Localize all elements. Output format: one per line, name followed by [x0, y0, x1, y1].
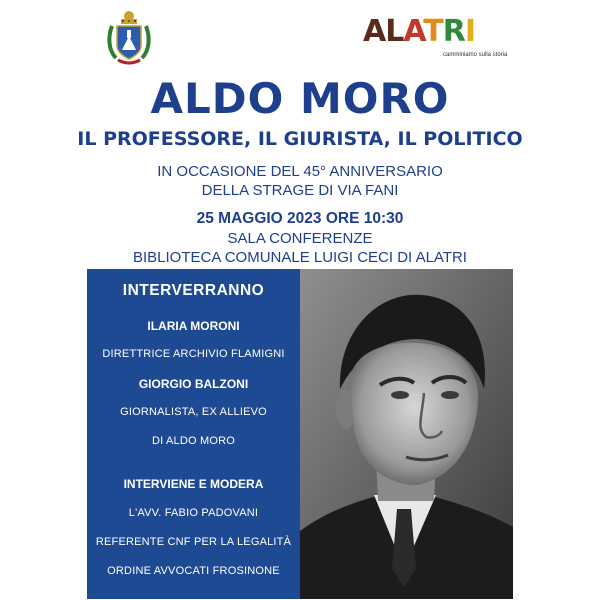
alatri-logo — [363, 14, 508, 64]
speakers-heading: INTERVERRANNO — [122, 282, 265, 299]
page-subtitle: IL PROFESSORE, IL GIURISTA, IL POLITICO — [77, 128, 523, 150]
speaker-name: GIORGIO BALZONI — [138, 377, 249, 391]
speakers-panel — [87, 269, 300, 599]
logo-part: T — [423, 14, 443, 49]
venue-line: BIBLIOTECA COMUNALE LUIGI CECI DI ALATRI — [133, 249, 467, 266]
speaker-name: ILARIA MORONI — [147, 319, 240, 333]
logo-part: I — [464, 14, 475, 49]
page-title: ALDO MORO — [150, 74, 450, 123]
moderator-name: L'AVV. FABIO PADOVANI — [128, 507, 259, 519]
event-date: 25 MAGGIO 2023 ORE 10:30 — [196, 210, 404, 227]
event-venue — [0, 229, 600, 267]
logo-wordmark — [363, 14, 475, 50]
moderator-heading: INTERVIENE E MODERA — [123, 477, 264, 491]
occasion-line: IN OCCASIONE DEL 45° ANNIVERSARIO — [157, 163, 443, 180]
logo-part: R — [442, 14, 465, 49]
speaker-role: DI ALDO MORO — [151, 435, 236, 447]
speaker-role: DIRETTRICE ARCHIVIO FLAMIGNI — [102, 348, 285, 360]
logo-tagline: camminiamo sulla storia — [443, 52, 508, 58]
logo-part: A — [403, 14, 424, 49]
occasion-line: DELLA STRAGE DI VIA FANI — [201, 182, 399, 199]
speaker-role: GIORNALISTA, EX ALLIEVO — [120, 406, 267, 418]
portrait-photo — [300, 269, 513, 599]
moderator-role: ORDINE AVVOCATI FROSINONE — [107, 565, 280, 577]
moderator-role: REFERENTE CNF PER LA LEGALITÀ — [95, 536, 292, 548]
occasion-text — [0, 162, 600, 200]
logo-part: AL — [363, 14, 404, 49]
coat-of-arms-icon — [106, 10, 152, 66]
venue-line: SALA CONFERENZE — [227, 230, 373, 247]
